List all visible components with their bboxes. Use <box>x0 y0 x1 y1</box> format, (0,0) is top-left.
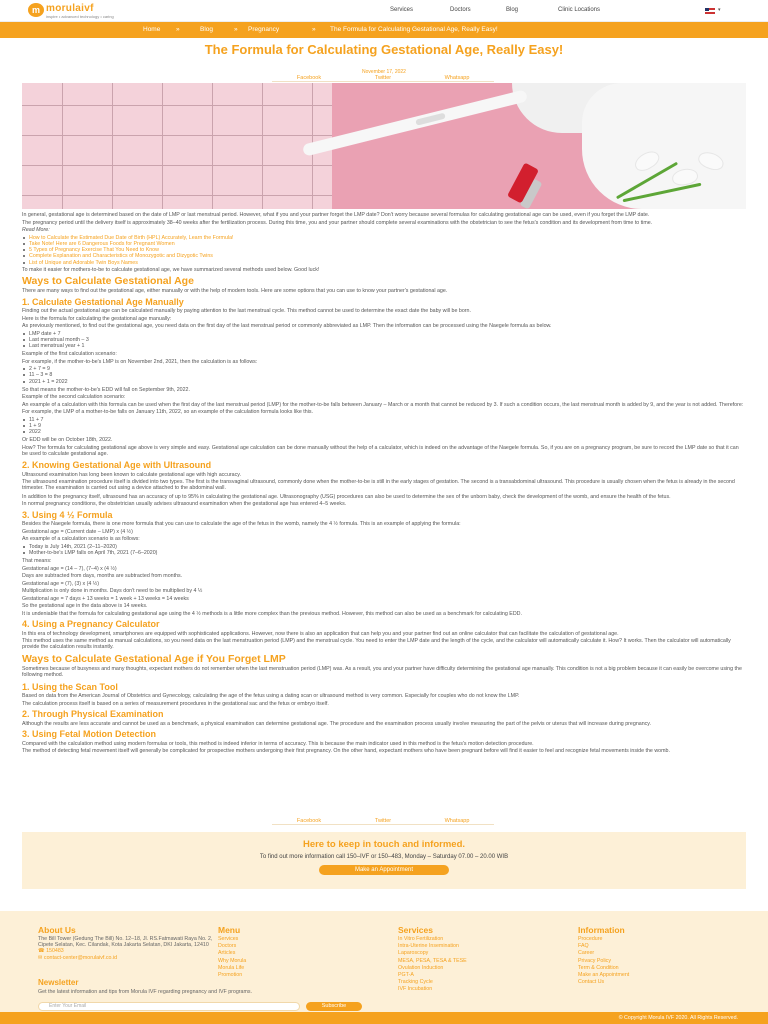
paragraph: Multiplication is only done in months. Days don't need to be multiplied by 4 ½ <box>22 588 203 594</box>
nav-clinic-locations[interactable]: Clinic Locations <box>558 7 601 13</box>
footer-link[interactable]: Career <box>578 950 595 957</box>
subsection-heading: 4. Using a Pregnancy Calculator <box>22 619 160 629</box>
site-footer <box>0 911 768 1012</box>
read-more-link[interactable]: How to Calculate the Estimated Due Date of Birth (HPL) Accurately, Learn the Formula! <box>22 235 746 241</box>
list-item: Today is July 14th, 2021 (2–11–2020) <box>22 544 746 550</box>
paragraph: Gestational age = (7), (3) x (4 ½) <box>22 580 99 587</box>
footer-services-title: Services <box>398 925 433 935</box>
paragraph: Ultrasound examination has long been known to calculate gestational age with high accuracy. <box>22 471 241 478</box>
footer-link[interactable]: Contact Us <box>578 979 605 986</box>
footer-link[interactable]: Tracking Cycle <box>398 979 433 986</box>
breadcrumb-home[interactable]: Home <box>143 26 161 33</box>
footer-link[interactable]: Make an Appointment <box>578 972 630 979</box>
email-text: contact-center@morulaivf.co.id <box>43 954 118 961</box>
paragraph: The calculation process itself is based on a series of measurement procedures in the gestational sac and the fetus or embryo itself. <box>22 700 329 707</box>
paragraph: The ultrasound examination procedure itself is divided into two types. The first is the transvaginal ultrasound, commonly done when the mother-to-be is still in the early stages of gestation. The second is a transabdominal ultrasound. This procedure is usually chosen when the fetus is already in the second trimester. The examination is carried out using a device attached to the abdominal wall. <box>22 479 735 492</box>
nav-blog[interactable]: Blog <box>506 7 519 13</box>
example-list <box>22 544 746 557</box>
make-appointment-button[interactable]: Make an Appointment <box>319 865 449 875</box>
footer-link[interactable]: Morula Life <box>218 964 245 971</box>
section-heading: Ways to Calculate Gestational Age <box>22 274 194 287</box>
paragraph: An example of a calculation with this formula can be used when the first day of the last menstrual period (LMP) for the mother-to-be falls between January – March or a month that cannot be reduced by 3. If such a condition occurs, the last menstrual month is added by 9, and the year is not added. Therefore: <box>22 401 744 408</box>
logo-text: morulaivf <box>46 3 94 14</box>
share-label: Twitter <box>374 75 392 81</box>
list-item: 2021 + 1 = 2022 <box>22 379 746 385</box>
breadcrumb-current: The Formula for Calculating Gestational Age, Really Easy! <box>330 26 498 33</box>
share-whatsapp[interactable] <box>420 818 494 825</box>
site-logo[interactable] <box>28 3 138 19</box>
read-more-link[interactable]: Complete Explanation and Characteristics of Monozygotic and Dizygotic Twins <box>22 253 746 259</box>
paragraph: Or EDD will be on October 18th, 2022. <box>22 437 113 443</box>
footer-link[interactable]: Doctors <box>218 943 237 950</box>
intro-paragraph: In general, gestational age is determined based on the date of LMP or last menstrual period. However, what if you and your partner forget the LMP date? Don't worry because several formulas for calculating gestational age can be used, even if you forget the LMP date. <box>22 212 650 218</box>
phone-text: 150483 <box>46 948 64 955</box>
share-facebook[interactable] <box>272 75 346 82</box>
share-facebook[interactable] <box>272 818 346 825</box>
footer-link[interactable]: Promotion <box>218 972 243 979</box>
address-text: The Bill Tower (Gedung The Bill) No. 12–18, Jl. RS.Fatmawati Raya No. 2, Cipete Selatan, Kec. Cilandak, Kota Jakarta Selatan, DKI Jakarta, 12410 <box>38 936 213 949</box>
paragraph: Based on data from the American Journal of Obstetrics and Gynecology, calculating the age of the fetus using a dating scan or ultrasound method is very common. Especially for couples who do not know the LMP. <box>22 693 520 699</box>
subscribe-button[interactable]: Subscribe <box>306 1002 362 1011</box>
paragraph: How? The formula for calculating gestational age above is very simple and easy. Gestational age calculation can be done manually without the help of a calculator, which is indeed on the advantage of the Naegele formula. So, if you are on a pregnancy program, be sure to record the LMP date so that it can be used to calculate gestational age. <box>22 444 739 457</box>
paragraph: In addition to the pregnancy itself, ultrasound has an accuracy of up to 95% in calculating the gestational age. Ultrasonography (USG) procedures can also be used to determine the sex of the unborn baby, check the development of the womb, and ensure the health of the fetus. <box>22 493 671 500</box>
footer-menu-title: Menu <box>218 925 241 935</box>
footer-link[interactable]: Term & Condition <box>578 964 619 971</box>
footer-link[interactable]: In Vitro Fertilization <box>398 936 444 942</box>
paragraph: Besides the Naegele formula, there is one more formula that you can use to calculate the age of the fetus in the womb, namely the 4 ½ formula. This is an example of applying the formula: <box>22 521 461 527</box>
footer-link[interactable]: IVF Incubation <box>398 986 433 993</box>
footer-link[interactable]: Privacy Policy <box>578 957 611 964</box>
footer-address <box>38 936 218 961</box>
intro-paragraph: To make it easier for mothers-to-be to calculate gestational age, we have summarized several methods used below. Good luck! <box>22 267 320 273</box>
example-list <box>22 366 746 385</box>
subsection-heading: 3. Using Fetal Motion Detection <box>22 729 157 739</box>
breadcrumb-separator: » <box>312 26 316 33</box>
phone-number[interactable]: ☎ 150483 <box>38 948 64 955</box>
site-header <box>0 0 768 22</box>
footer-link[interactable]: Laparoscopy <box>398 950 429 957</box>
read-more-link[interactable]: Take Note! Here are 6 Dangerous Foods for Pregnant Women <box>22 241 746 247</box>
calendar-background <box>22 83 332 209</box>
nav-services[interactable]: Services <box>390 7 414 13</box>
paragraph: Finding out the actual gestational age can be calculated manually by paying attention to the last menstrual cycle. This method cannot be used to determine the exact date the baby will be born. <box>22 308 471 314</box>
cta-subtitle: To find out more information call 150–IVF or 150–483, Monday – Saturday 07.00 – 20.00 WIB <box>259 854 509 860</box>
intro-paragraph: The pregnancy period until the delivery itself is approximately 38–40 weeks after the fertilization process. During this time, you and your partner should complete several examinations with the obstetrician to see the fetus's condition and its development from time to time. <box>22 219 653 226</box>
subsection-heading: 3. Using 4 ½ Formula <box>22 509 113 520</box>
paragraph: For example, the LMP of a mother-to-be falls on January 11th, 2022, so an example of the calculation formula looks like this. <box>22 409 313 415</box>
read-more-label: Read More: <box>22 227 50 233</box>
list-item: 11 – 3 = 8 <box>22 372 746 378</box>
subsection-heading: 2. Through Physical Examination <box>22 709 164 719</box>
paragraph: Here is the formula for calculating the gestational age manually: <box>22 315 172 322</box>
formula-line: Gestational age = (Current date – LMP) x (4 ½) <box>22 528 133 535</box>
list-item: Mother-to-be's LMP falls on April 7th, 2021 (7–6–2020) <box>22 550 746 556</box>
newsletter-email-input[interactable]: Enter Your Email <box>38 1002 300 1011</box>
list-item: 1 + 9 <box>22 423 746 429</box>
page-title: The Formula for Calculating Gestational Age, Really Easy! <box>204 42 564 57</box>
hero-image <box>22 83 746 209</box>
footer-info-list <box>578 936 629 986</box>
footer-link[interactable]: MESA, PESA, TESA & TESE <box>398 957 467 964</box>
footer-link[interactable]: Services <box>218 936 239 942</box>
list-item: 2022 <box>22 429 746 435</box>
email-link[interactable]: ✉ contact-center@morulaivf.co.id <box>38 954 118 961</box>
newsletter-subtitle: Get the latest information and tips from Morula IVF regarding pregnancy and IVF programs. <box>38 989 253 995</box>
share-label: Facebook <box>296 818 322 824</box>
list-item: Last menstrual year + 1 <box>22 343 746 349</box>
list-item: 2 + 7 = 9 <box>22 366 746 372</box>
copyright-bar <box>0 1012 768 1024</box>
newsletter-title: Newsletter <box>38 978 79 987</box>
footer-menu-list <box>218 936 246 979</box>
list-item: 11 + 7 <box>22 417 746 423</box>
us-flag-icon[interactable] <box>705 8 715 14</box>
share-label: Facebook <box>296 75 322 81</box>
post-date: November 17, 2022 <box>362 69 406 75</box>
share-label: Whatsapp <box>444 818 470 824</box>
footer-link[interactable]: Procedure <box>578 936 603 942</box>
paragraph: As previously mentioned, to find out the gestational age, you need data on the first day of the last menstrual period or commonly abbreviated as LMP. Then the information can be processed using the Naegele formula as below. <box>22 323 552 329</box>
subsection-heading: 1. Using the Scan Tool <box>22 681 118 692</box>
list-item: LMP date + 7 <box>22 331 746 337</box>
footer-info-title: Information <box>578 925 625 935</box>
footer-link[interactable]: Intra-Uterine Insemination <box>398 943 459 950</box>
footer-link[interactable]: Ovulation Induction <box>398 964 444 971</box>
subsection-heading: 2. Knowing Gestational Age with Ultrasound <box>22 460 212 470</box>
paragraph: So the gestational age in the data above is 14 weeks. <box>22 603 148 609</box>
chevron-down-icon[interactable]: ▾ <box>718 7 721 13</box>
paragraph: Example of the first calculation scenario: <box>22 351 117 357</box>
paragraph: Gestational age = 7 days + 13 weeks = 1 week + 13 weeks = 14 weeks <box>22 595 189 602</box>
read-more-link[interactable]: List of Unique and Adorable Twin Boys Names <box>22 260 746 266</box>
share-label: Twitter <box>374 818 392 824</box>
share-label: Whatsapp <box>444 75 470 81</box>
footer-link[interactable]: PGT-A <box>398 972 414 979</box>
paragraph: Days are subtracted from days, months are subtracted from months. <box>22 573 183 579</box>
list-item: Last menstrual month – 3 <box>22 337 746 343</box>
paragraph: It is undeniable that the formula for calculating gestational age using the 4 ½ methods is a little more complex than the previous method. However, this method can also be used as a benchmark for calculating EDD. <box>22 610 522 617</box>
read-more-link[interactable]: 5 Types of Pregnancy Exercise That You Need to Know <box>22 247 746 253</box>
paragraph: An example of a calculation scenario is as follows: <box>22 536 140 542</box>
paragraph: This method uses the same method as manual calculations, so you need data on the last menstruation period (LMP) and the menstrual cycle. You need to enter the LMP date and the length of the cycle, and the calculator will automatically calculate it. How? It works. Then the calculator will automatically provide the calculation results instantly. <box>22 638 731 651</box>
breadcrumb <box>0 22 768 38</box>
paragraph: That means: <box>22 558 52 564</box>
read-more-list <box>22 235 746 266</box>
subsection-heading: 1. Calculate Gestational Age Manually <box>22 296 184 307</box>
footer-link[interactable]: FAQ <box>578 943 589 950</box>
paragraph: Compared with the calculation method using modern formulas or tools, this method is indeed inferior in terms of accuracy. This is because the main indicator used in this method is the fetus's motion detection procedure. <box>22 740 534 747</box>
paragraph: The method of detecting fetal movement itself will generally be complicated for prospective mothers undergoing their first pregnancy. On the other hand, expectant mothers who have been pregnant before will find it easier to feel and recognize fetal movements inside the womb. <box>22 748 670 754</box>
paragraph: There are many ways to find out the gestational age, either manually or with the help of modern tools. Here are some options that you can use to know your partner's gestational age. <box>22 288 448 294</box>
share-whatsapp[interactable] <box>420 75 494 82</box>
breadcrumb-separator: » <box>176 26 180 33</box>
footer-services-list <box>398 936 467 994</box>
paragraph: In normal pregnancy conditions, the obstetrician usually advises ultrasound examination when the gestational age has entered 4–5 weeks. <box>22 501 347 507</box>
logo-mark-icon: m <box>28 3 44 17</box>
paragraph: Sometimes because of busyness and many thoughts, expectant mothers do not remember when the last menstruation period (LMP) was. As a result, you and your partner have difficulty determining the gestational age manually. This condition is not a big problem because it can easily be overcome using the following method. <box>22 666 742 679</box>
paragraph: For example, if the mother-to-be's LMP is on November 2nd, 2021, then the calculation is as follows: <box>22 358 258 365</box>
contact-cta-banner <box>22 832 746 889</box>
breadcrumb-pregnancy[interactable]: Pregnancy <box>248 26 280 33</box>
copyright-text: © Copyright Morula IVF 2020. All Rights Reserved. <box>618 1015 738 1021</box>
cta-title: Here to keep in touch and informed. <box>302 839 466 850</box>
paragraph: Although the results are less accurate and cannot be used as a benchmark, a physical examination can determine gestational age. The procedure and the examination process usually involve measuring the part of the pelvis or uterus that will increase during pregnancy. <box>22 720 652 727</box>
paragraph: So that means the mother-to-be's EDD will fall on September 9th, 2022. <box>22 386 190 393</box>
section-heading: Ways to Calculate Gestational Age if You Forget LMP <box>22 652 286 665</box>
footer-about-title: About Us <box>38 925 76 935</box>
paragraph: Example of the second calculation scenario: <box>22 394 126 400</box>
pregnancy-test <box>302 89 528 156</box>
breadcrumb-separator: » <box>234 26 238 33</box>
breadcrumb-blog[interactable]: Blog <box>200 26 214 33</box>
naegele-list <box>22 331 746 350</box>
paragraph: In this era of technology development, smartphones are equipped with sophisticated applications. However, now there is also an application that can help you and your partner find out an online calculator that can facilitate the calculation of gestational age. <box>22 630 619 637</box>
nav-doctors[interactable]: Doctors <box>450 7 471 13</box>
paragraph: Gestational age = (14 – 7), (7–4) x (4 ½) <box>22 565 117 572</box>
logo-tagline: inspire • advanced technology • caring <box>46 14 114 19</box>
share-twitter[interactable] <box>346 75 420 82</box>
share-twitter[interactable] <box>346 818 420 825</box>
example-list <box>22 417 746 436</box>
footer-link[interactable]: Articles <box>218 950 236 957</box>
footer-link[interactable]: Why Morula <box>218 957 247 964</box>
